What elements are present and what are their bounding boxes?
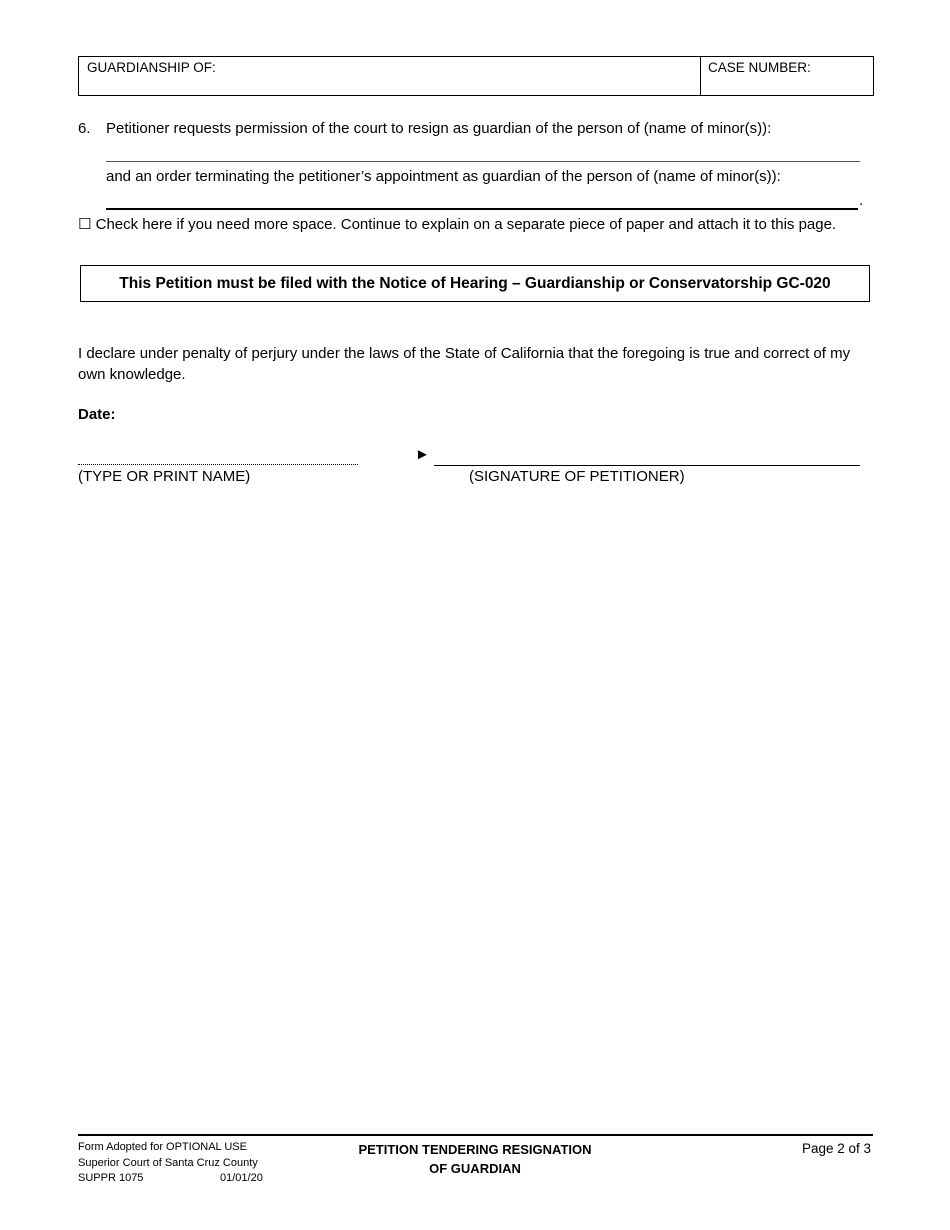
minor-names-line-1[interactable] — [106, 161, 860, 162]
signature-label: (SIGNATURE OF PETITIONER) — [469, 468, 685, 485]
more-space-row — [78, 215, 836, 233]
signature-line[interactable] — [434, 465, 860, 466]
date-label: Date: — [78, 406, 116, 423]
minor-names-line-2[interactable] — [106, 208, 858, 210]
declaration-text: I declare under penalty of perjury under the laws of the State of California that the foregoing is true and correct of my own knowledge. — [78, 345, 851, 383]
page-number: Page 2 of 3 — [801, 1141, 871, 1156]
footer-left — [78, 1140, 278, 1187]
footer-title-line1: PETITION TENDERING RESIGNATION — [358, 1142, 592, 1157]
guardianship-of-label: GUARDIANSHIP OF: — [87, 60, 216, 75]
footer-form-title — [325, 1140, 625, 1178]
termination-order-text: and an order terminating the petitioner’s appointment as guardian of the person of (name of minor(s)): — [106, 168, 781, 185]
case-number-label: CASE NUMBER: — [708, 60, 811, 75]
resignation-request-text: Petitioner requests permission of the court to resign as guardian of the person of (name of minor(s)): — [106, 120, 772, 137]
footer-rule — [78, 1134, 873, 1136]
footer-form-number: SUPPR 1075 — [78, 1172, 144, 1184]
footer-adopted: Form Adopted for OPTIONAL USE — [78, 1141, 247, 1153]
line-period: . — [859, 192, 864, 209]
footer-title-line2: OF GUARDIAN — [429, 1161, 521, 1176]
item-number: 6. — [78, 120, 91, 137]
footer-court: Superior Court of Santa Cruz County — [78, 1156, 258, 1169]
notice-box — [80, 265, 870, 302]
more-space-checkbox[interactable]: ☐ — [78, 216, 92, 233]
more-space-text: Check here if you need more space. Continue to explain on a separate piece of paper and attach it to this page. — [95, 216, 837, 233]
caption-box — [78, 56, 874, 96]
notice-text: This Petition must be filed with the Notice of Hearing – Guardianship or Conservatorship GC-020 — [119, 274, 831, 292]
caption-divider — [700, 57, 701, 96]
print-name-line[interactable] — [78, 464, 358, 465]
signature-arrow-icon: ► — [415, 446, 430, 463]
print-name-label: (TYPE OR PRINT NAME) — [78, 468, 251, 485]
footer-form-date: 01/01/20 — [220, 1172, 263, 1184]
